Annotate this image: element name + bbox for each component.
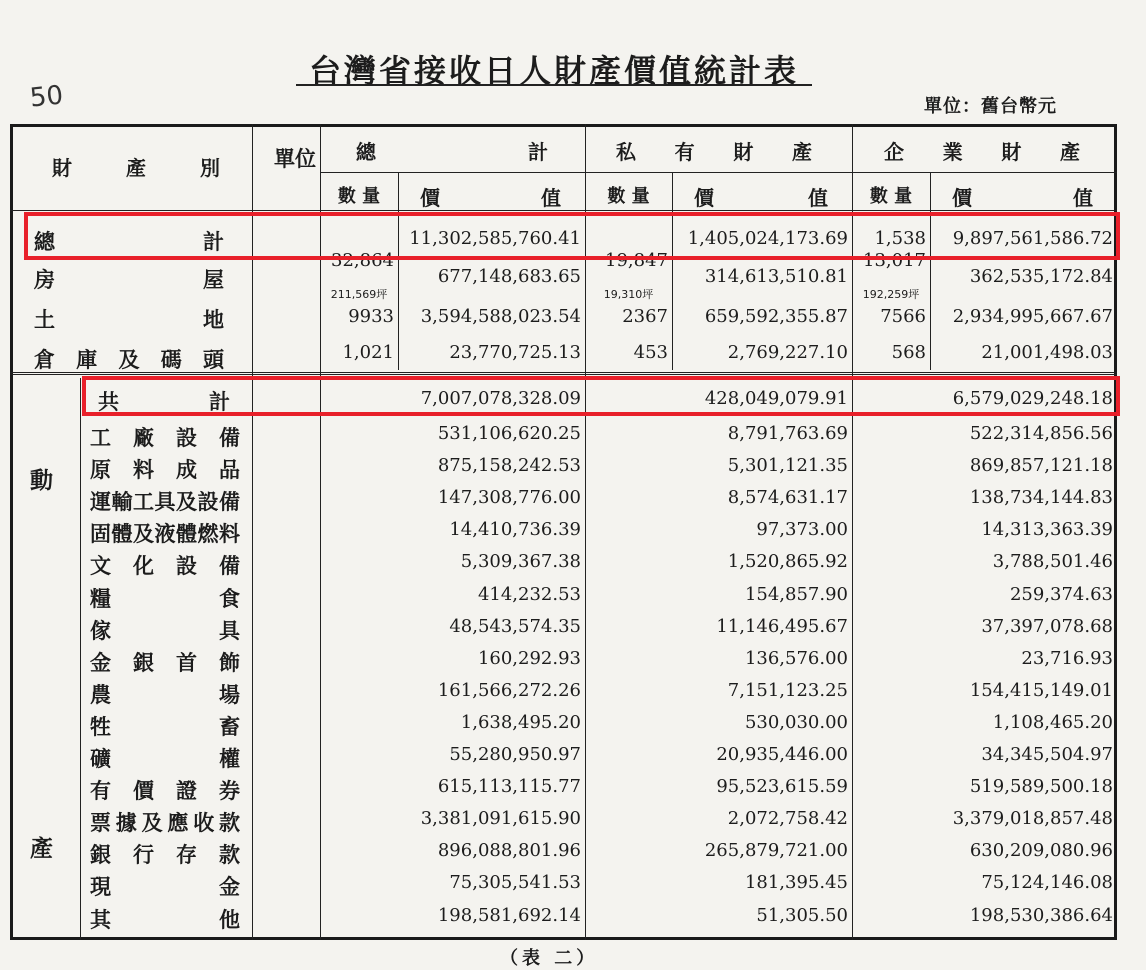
movable-row-label (90, 807, 240, 837)
summary-row-quantity: 32,864 (331, 250, 394, 271)
movable-row-label-char: 金 (90, 649, 111, 675)
header-value-char: 值 (1073, 186, 1093, 210)
movable-row-label-char: 金 (219, 874, 240, 900)
highlight-total-row (24, 212, 1120, 260)
movable-row-value: 5,309,367.38 (460, 551, 581, 573)
header-category-char (163, 152, 183, 181)
movable-row-value: 1,520,865.92 (727, 551, 848, 573)
summary-row-label-char: 地 (203, 307, 224, 332)
summary-row-label-char: 碼 (160, 347, 182, 372)
movable-row-value: 2,072,758.42 (727, 808, 848, 830)
movable-row-value: 136,576.00 (744, 647, 848, 669)
movable-row-value: 869,857,121.18 (969, 455, 1113, 477)
summary-row-label-char: 總 (34, 229, 55, 254)
movable-row-label-char: 工 (90, 425, 111, 450)
movable-total-value: 7,007,078,328.09 (420, 388, 581, 409)
movable-row-label-char: 糧 (90, 585, 111, 611)
movable-row-value: 23,716.93 (1021, 647, 1113, 669)
summary-row-value: 21,001,498.03 (981, 342, 1113, 363)
movable-row-label-char: 現 (90, 874, 111, 900)
movable-row-label-char: 設 (197, 489, 219, 515)
summary-row-label (34, 344, 224, 374)
summary-row-label-char: 頭 (203, 347, 224, 372)
movable-total-label-char: 共 (98, 389, 119, 414)
summary-row-quantity: 13,017 (863, 250, 926, 271)
movable-row-label-char: 原 (90, 457, 111, 483)
movable-row-label-char: 傢 (90, 617, 111, 643)
movable-row-label-char: 收 (193, 810, 215, 836)
movable-row-label (90, 550, 240, 580)
movable-row-label-char: 及 (176, 489, 197, 515)
header-value-char (751, 182, 771, 211)
movable-row-label-char: 價 (133, 778, 154, 804)
movable-row-label (90, 454, 240, 484)
subcolumn-divider (672, 172, 673, 370)
movable-row-label-char: 及 (133, 521, 154, 547)
movable-row-label-char: 行 (133, 842, 154, 868)
header-quantity: 數 量 (337, 186, 381, 207)
movable-row-label-char: 料 (133, 457, 154, 483)
movable-row-label-char: 券 (219, 778, 240, 804)
header-value-char: 價 (694, 186, 714, 210)
movable-total-value: 6,579,029,248.18 (952, 388, 1113, 409)
summary-row-value: 11,302,585,760.41 (409, 228, 581, 249)
movable-row-label (90, 904, 240, 934)
movable-row-label-char: 文 (90, 553, 111, 579)
movable-row-label-char: 存 (176, 842, 197, 868)
header-enterprise-char: 業 (942, 140, 963, 164)
movable-row-label-char: 牲 (90, 713, 111, 739)
movable-row-value: 615,113,115.77 (437, 776, 581, 798)
summary-row-quantity: 19,847 (605, 250, 668, 271)
movable-row-value: 875,158,242.53 (437, 455, 581, 477)
movable-row-label (90, 615, 240, 645)
header-private-char (645, 136, 665, 165)
header-private-char (704, 136, 724, 165)
summary-row-quantity: 1,021 (342, 342, 394, 363)
summary-row-value: 659,592,355.87 (704, 306, 848, 327)
header-category (52, 152, 220, 181)
movable-row-label-char: 燃 (197, 521, 219, 547)
summary-row-area: 211,569坪 (330, 288, 388, 301)
summary-row-label (34, 264, 224, 294)
header-category-char (89, 152, 109, 181)
header-unit: 單位 (274, 146, 316, 171)
summary-row-value: 2,769,227.10 (727, 342, 848, 363)
header-quantity: 數 量 (607, 186, 650, 207)
header-bottom-line (10, 210, 1117, 211)
header-value-char (481, 182, 501, 211)
summary-row-quantity: 568 (891, 342, 926, 363)
movable-row-value: 20,935,446.00 (716, 744, 848, 765)
movable-row-value: 147,308,776.00 (437, 487, 581, 509)
movable-row-label-char: 他 (219, 906, 240, 932)
movable-row-label-char: 應 (167, 810, 189, 836)
movable-row-label-char: 固 (90, 521, 111, 547)
summary-row-quantity: 453 (633, 342, 668, 363)
movable-row-label-char: 備 (219, 425, 240, 450)
header-value-char (1013, 182, 1033, 211)
movable-row-value: 531,106,620.25 (437, 423, 581, 444)
movable-row-value: 7,151,123.25 (727, 679, 848, 701)
movable-row-label-char: 礦 (90, 746, 111, 771)
movable-row-value: 97,373.00 (756, 519, 848, 541)
movable-row-label-char: 畜 (219, 713, 240, 739)
summary-row-quantity: 7566 (880, 306, 926, 327)
movable-row-value: 8,791,763.69 (727, 423, 848, 444)
header-value (952, 182, 1093, 211)
movable-row-label (90, 647, 240, 677)
movable-row-label-char: 及 (141, 810, 163, 836)
header-category-char: 別 (200, 156, 220, 180)
title-underline (296, 84, 812, 86)
movable-row-value: 414,232.53 (477, 583, 581, 605)
header-value-char: 價 (420, 186, 440, 210)
movable-row-value: 14,313,363.39 (981, 519, 1113, 541)
header-category-char: 財 (52, 156, 72, 180)
movable-row-value: 8,574,631.17 (727, 487, 848, 509)
movable-row-label-char: 設 (176, 553, 197, 579)
movable-row-label (90, 743, 240, 773)
movable-row-value: 161,566,272.26 (437, 679, 581, 701)
movable-row-label-char: 款 (219, 842, 240, 868)
header-value-char: 值 (808, 186, 828, 210)
header-enterprise-char: 企 (884, 140, 904, 164)
movable-row-label (90, 679, 240, 709)
movable-row-label (90, 422, 240, 452)
movable-row-value: 5,301,121.35 (727, 455, 848, 477)
header-private (616, 136, 812, 165)
summary-row-value: 3,594,588,023.54 (420, 306, 581, 327)
movable-row-value: 48,543,574.35 (449, 615, 581, 637)
movable-label-bottom: 產 (30, 835, 53, 862)
movable-row-label-char: 設 (176, 425, 197, 450)
movable-row-value: 265,879,721.00 (704, 840, 848, 862)
summary-row-label (34, 304, 224, 334)
movable-row-label (90, 871, 240, 901)
header-private-char: 產 (791, 140, 812, 164)
summary-row-area: 19,310坪 (603, 288, 654, 301)
movable-row-value: 154,857.90 (744, 583, 848, 605)
movable-row-label-char: 其 (90, 906, 111, 932)
movable-row-label-char: 首 (176, 649, 197, 675)
summary-row-value: 314,613,510.81 (704, 266, 848, 287)
movable-row-value: 630,209,080.96 (969, 840, 1113, 862)
summary-row-value: 362,535,172.84 (969, 266, 1113, 287)
summary-row-area: 192,259坪 (862, 288, 920, 301)
movable-row-label-char: 飾 (219, 649, 240, 675)
movable-row-label-char: 銀 (133, 649, 154, 675)
summary-row-value: 23,770,725.13 (449, 342, 581, 363)
header-enterprise-char (913, 136, 933, 165)
movable-row-value: 51,305.50 (756, 904, 848, 926)
header-value (694, 182, 828, 211)
header-total-char: 計 (528, 140, 548, 164)
movable-row-value: 259,374.63 (1009, 583, 1113, 605)
summary-row-quantity: 1,538 (874, 228, 926, 249)
movable-row-label-char: 票 (90, 810, 111, 836)
movable-row-value: 3,381,091,615.90 (420, 808, 581, 830)
header-total-char: 總 (356, 140, 376, 164)
summary-row-value: 2,934,995,667.67 (952, 306, 1113, 327)
movable-row-value: 198,530,386.64 (969, 904, 1113, 926)
movable-row-label-char: 品 (219, 457, 240, 483)
movable-row-value: 1,638,495.20 (460, 711, 581, 733)
movable-row-value: 154,415,149.01 (969, 679, 1113, 701)
summary-row-label-char: 計 (203, 229, 224, 254)
movable-row-label-char: 化 (133, 553, 154, 579)
header-total (356, 136, 548, 165)
movable-row-value: 138,734,144.83 (969, 487, 1113, 509)
movable-row-value: 75,124,146.08 (981, 872, 1113, 894)
header-private-char: 財 (733, 140, 754, 164)
movable-row-value: 95,523,615.59 (716, 776, 848, 798)
highlight-movable-total-row (82, 376, 1120, 416)
movable-row-value: 181,395.45 (744, 872, 848, 894)
movable-row-value: 1,108,465.20 (992, 711, 1113, 733)
movable-row-label-char: 證 (176, 778, 197, 804)
movable-row-label-char: 具 (219, 617, 240, 643)
header-enterprise-char (972, 136, 992, 165)
movable-row-value: 3,788,501.46 (992, 551, 1113, 573)
movable-row-value: 75,305,541.53 (449, 872, 581, 894)
header-enterprise-char: 財 (1001, 140, 1022, 164)
movable-row-value: 896,088,801.96 (437, 840, 581, 862)
summary-row-quantity: 2367 (622, 306, 668, 327)
movable-row-value: 198,581,692.14 (437, 904, 581, 926)
summary-row-value: 9,897,561,586.72 (952, 228, 1113, 249)
summary-row-value: 677,148,683.65 (437, 266, 581, 287)
movable-row-label-char: 運 (90, 489, 111, 515)
summary-row-value: 1,405,024,173.69 (687, 228, 848, 249)
header-divider (320, 172, 1117, 173)
summary-row-label-char: 倉 (34, 347, 55, 372)
movable-row-label-char: 備 (219, 553, 240, 579)
summary-row-label-char: 及 (118, 347, 140, 372)
summary-row-label-char: 房 (34, 267, 55, 292)
header-private-char (763, 136, 783, 165)
movable-row-label-char: 具 (154, 489, 176, 515)
movable-row-label-char: 液 (154, 521, 176, 547)
movable-row-label-char: 場 (219, 681, 240, 707)
movable-row-label-char: 體 (111, 521, 133, 547)
movable-row-label-char: 款 (218, 810, 240, 836)
movable-row-value: 522,314,856.56 (969, 423, 1113, 444)
header-quantity: 數 量 (869, 186, 913, 207)
header-total-char (442, 136, 462, 165)
summary-row-label-char: 土 (34, 307, 55, 332)
subcolumn-divider (398, 172, 399, 370)
header-private-char: 有 (674, 140, 695, 164)
subcolumn-divider (930, 172, 931, 370)
movable-row-value: 55,280,950.97 (449, 744, 581, 765)
movable-row-label-char: 權 (219, 746, 240, 771)
movable-row-label-char: 農 (90, 681, 111, 707)
movable-label-divider (80, 378, 81, 940)
movable-row-value: 34,345,504.97 (981, 744, 1113, 765)
movable-row-value: 14,410,736.39 (449, 519, 581, 541)
header-enterprise-char (1031, 136, 1051, 165)
movable-row-label (90, 518, 240, 548)
header-value (420, 182, 561, 211)
movable-row-label (90, 839, 240, 869)
summary-row-label-char: 庫 (76, 347, 98, 372)
movable-row-label-char: 銀 (90, 842, 111, 868)
movable-row-label-char: 輸 (111, 489, 133, 515)
movable-row-value: 160,292.93 (477, 647, 581, 669)
movable-row-label-char: 體 (176, 521, 197, 547)
movable-row-label-char: 有 (90, 778, 111, 804)
movable-row-value: 3,379,018,857.48 (952, 808, 1113, 830)
header-enterprise (884, 136, 1080, 165)
unit-note: 單位：舊台幣元 (924, 96, 1057, 117)
movable-row-label (90, 711, 240, 741)
movable-row-value: 11,146,495.67 (716, 615, 848, 637)
header-category-char: 產 (126, 156, 146, 180)
header-value-char: 價 (952, 186, 972, 210)
footer-label: （表 二） (500, 948, 599, 969)
movable-row-label (90, 486, 240, 516)
movable-total-label-char: 計 (209, 389, 230, 414)
summary-row-label-char: 屋 (203, 267, 224, 292)
movable-row-label-char: 成 (176, 457, 197, 483)
movable-label-top: 動 (30, 467, 53, 494)
summary-row-quantity: 9933 (348, 306, 394, 327)
header-private-char: 私 (616, 140, 636, 164)
header-enterprise-char: 產 (1059, 140, 1080, 164)
movable-row-label-char: 備 (219, 489, 240, 515)
movable-row-value: 37,397,078.68 (981, 615, 1113, 637)
movable-row-label-char: 據 (115, 810, 137, 836)
movable-row-label-char: 料 (219, 521, 240, 547)
header-value-char: 值 (541, 186, 561, 210)
movable-row-label (90, 775, 240, 805)
movable-row-label-char: 工 (133, 489, 154, 515)
table-title: 台灣省接收日人財產價值統計表 (308, 52, 799, 90)
page-number: 50 (28, 80, 65, 114)
movable-row-value: 530,030.00 (744, 711, 848, 733)
movable-row-label-char: 食 (219, 585, 240, 611)
movable-row-label (90, 583, 240, 613)
movable-total-value: 428,049,079.91 (704, 388, 848, 409)
movable-row-label-char: 廠 (133, 425, 154, 450)
movable-row-value: 519,589,500.18 (969, 776, 1113, 798)
